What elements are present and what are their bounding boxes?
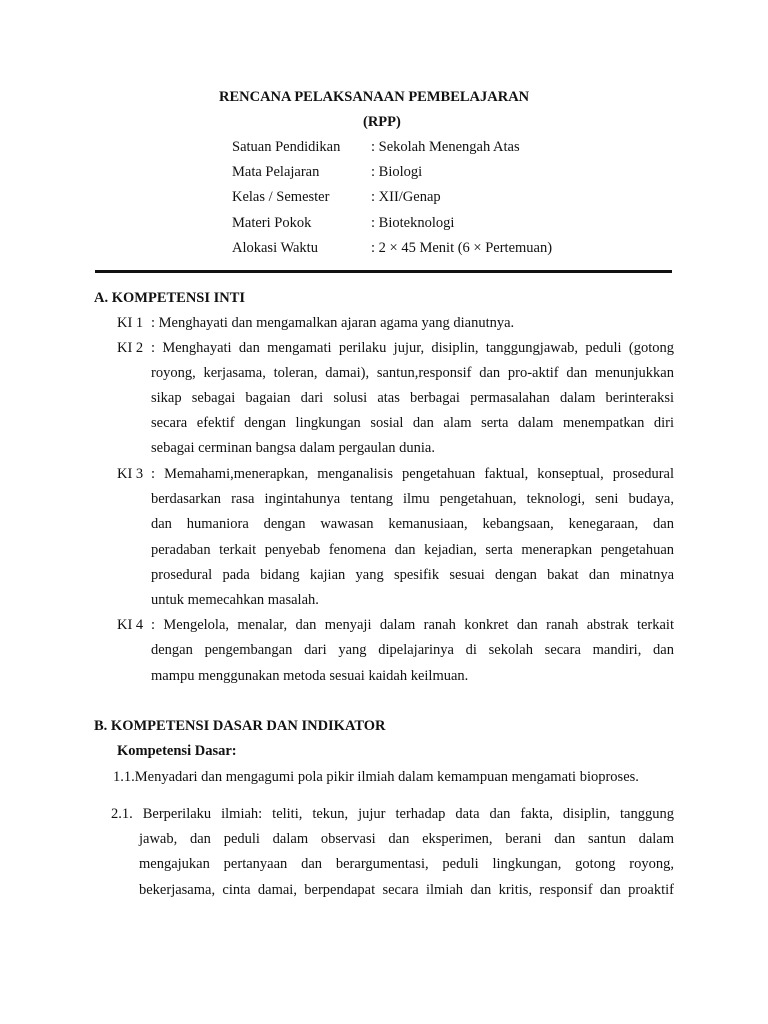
kd-2-1-line: 2.1. Berperilaku ilmiah: teliti, tekun, jujur terhadap data dan fakta, disiplin, tanggung (111, 806, 674, 822)
ki2-line: sikap sebagai bagaian dari solusi atas berbagai permasalahan dalam berinteraksi (151, 390, 674, 406)
info-label-satuan: Satuan Pendidikan (232, 139, 341, 155)
ki2-line: royong, kerjasama, toleran, damai), santun,responsif dan pro-aktif dan menunjukkan (151, 365, 674, 381)
ki2-line: : Menghayati dan mengamati perilaku jujur, disiplin, tanggungjawab, peduli (gotong (151, 340, 674, 356)
ki1-line: : Menghayati dan mengamalkan ajaran agama yang dianutnya. (151, 315, 515, 331)
info-label-materi: Materi Pokok (232, 215, 312, 231)
kompetensi-dasar-subheading: Kompetensi Dasar: (117, 743, 237, 759)
kd-2-1-line: jawab, dan peduli dalam observasi dan eksperimen, berani dan santun dalam (139, 831, 674, 847)
ki3-line: berdasarkan rasa ingintahunya tentang ilmu pengetahuan, teknologi, seni budaya, (151, 491, 674, 507)
ki3-line: prosedural pada bidang kajian yang spesifik sesuai dengan bakat dan minatnya (151, 567, 674, 583)
ki3-line: dan humaniora dengan wawasan kemanusiaan, kebangsaan, kenegaraan, dan (151, 516, 674, 532)
ki2-line: secara efektif dengan lingkungan sosial dan alam serta dalam menempatkan diri (151, 415, 674, 431)
ki4-line: dengan pengembangan dari yang dipelajarinya di sekolah secara mandiri, dan (151, 642, 674, 658)
info-value-materi: : Bioteknologi (371, 215, 455, 231)
kd-2-1-line: bekerjasama, cinta damai, berpendapat secara ilmiah dan kritis, responsif dan proaktif (139, 882, 674, 898)
info-value-kelas: : XII/Genap (371, 189, 441, 205)
ki3-label: KI 3 (117, 466, 144, 482)
kd-1-1: 1.1.Menyadari dan mengagumi pola pikir ilmiah dalam kemampuan mengamati bioproses. (113, 769, 639, 785)
kd-2-1-line: mengajukan pertanyaan dan berargumentasi, peduli lingkungan, gotong royong, (139, 856, 674, 872)
document-title: RENCANA PELAKSANAAN PEMBELAJARAN (219, 89, 530, 105)
info-label-mapel: Mata Pelajaran (232, 164, 320, 180)
ki3-line: : Memahami,menerapkan, menganalisis pengetahuan faktual, konseptual, prosedural (151, 466, 674, 482)
ki4-line: mampu menggunakan metoda sesuai kaidah keilmuan. (151, 668, 469, 684)
ki2-line: sebagai cerminan bangsa dalam pergaulan dunia. (151, 440, 435, 456)
info-value-satuan: : Sekolah Menengah Atas (371, 139, 520, 155)
section-b-heading: B. KOMPETENSI DASAR DAN INDIKATOR (94, 718, 386, 734)
ki1-label: KI 1 (117, 315, 144, 331)
section-a-heading: A. KOMPETENSI INTI (94, 290, 246, 306)
ki4-line: : Mengelola, menalar, dan menyaji dalam ranah konkret dan ranah abstrak terkait (151, 617, 674, 633)
document-subtitle: (RPP) (363, 114, 401, 130)
info-value-alokasi: : 2 × 45 Menit (6 × Pertemuan) (371, 240, 553, 256)
info-label-kelas: Kelas / Semester (232, 189, 330, 205)
info-value-mapel: : Biologi (371, 164, 423, 180)
info-label-alokasi: Alokasi Waktu (232, 240, 318, 256)
ki4-label: KI 4 (117, 617, 144, 633)
header-divider (95, 270, 672, 273)
ki3-line: untuk memecahkan masalah. (151, 592, 319, 608)
ki3-line: peradaban terkait penyebab fenomena dan kejadian, serta menerapkan pengetahuan (151, 542, 674, 558)
ki2-label: KI 2 (117, 340, 144, 356)
